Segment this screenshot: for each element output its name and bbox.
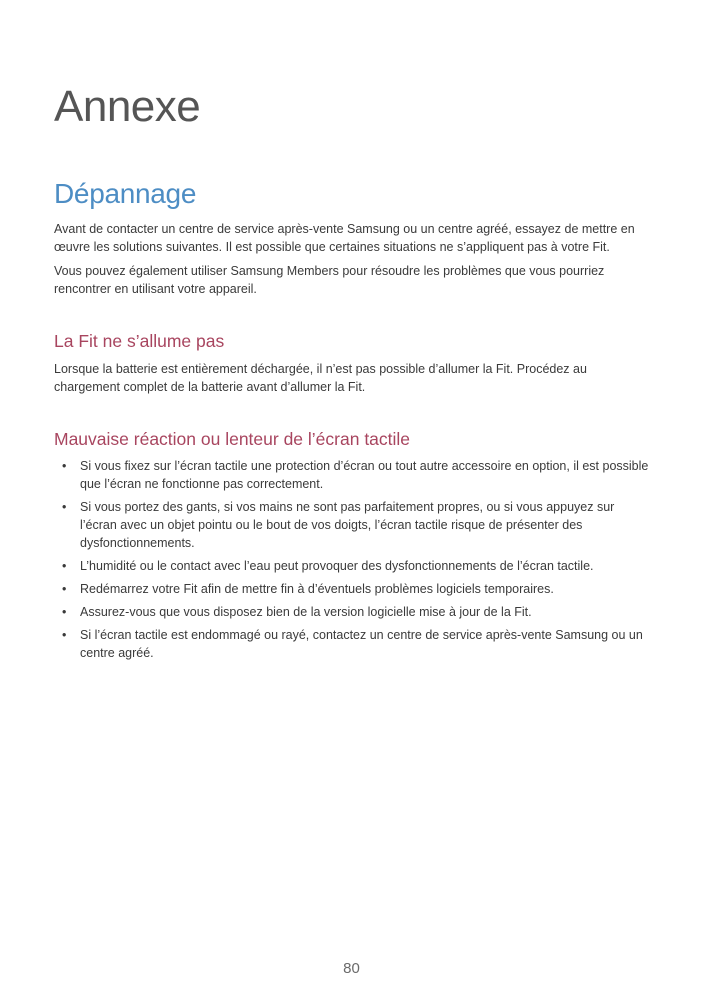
list-item bbox=[54, 580, 649, 598]
list-item bbox=[54, 498, 649, 552]
intro-paragraph: Avant de contacter un centre de service après-vente Samsung ou un centre agréé, essayez de mettre en œuvre les solutions suivantes. Il est possible que certaines situations ne s’appliquent pas à votre Fit. bbox=[54, 222, 635, 254]
bullet-icon: • bbox=[62, 605, 67, 619]
bullet-list bbox=[54, 457, 649, 662]
page-number: 80 bbox=[343, 960, 360, 977]
list-item-text: Redémarrez votre Fit afin de mettre fin à d’éventuels problèmes logiciels temporaires. bbox=[80, 582, 554, 596]
list-item-text: Si vous portez des gants, si vos mains ne sont pas parfaitement propres, ou si vous appuyez sur l’écran avec un objet pointu ou le bout de vos doigts, l’écran tactile risque de présenter des dysfonctionnements. bbox=[80, 500, 615, 550]
bullet-icon: • bbox=[62, 500, 67, 514]
list-item-text: Assurez-vous que vous disposez bien de la version logicielle mise à jour de la Fit. bbox=[80, 605, 532, 619]
subsection-power bbox=[54, 329, 644, 396]
subsection-touchscreen bbox=[54, 427, 649, 667]
list-item bbox=[54, 457, 649, 493]
section-intro bbox=[54, 220, 644, 298]
list-item bbox=[54, 603, 649, 621]
list-item bbox=[54, 626, 649, 662]
bullet-icon: • bbox=[62, 628, 67, 642]
section-title: Dépannage bbox=[54, 178, 197, 209]
manual-page bbox=[54, 0, 649, 994]
intro-paragraph: Vous pouvez également utiliser Samsung Members pour résoudre les problèmes que vous pourriez rencontrer en utilisant votre appareil. bbox=[54, 264, 605, 296]
list-item-text: Si vous fixez sur l’écran tactile une protection d’écran ou tout autre accessoire en option, il est possible que l’écran ne fonctionne pas correctement. bbox=[80, 459, 649, 491]
subsection-paragraph: Lorsque la batterie est entièrement déchargée, il n’est pas possible d’allumer la Fit. Procédez au chargement complet de la batterie avant d’allumer la Fit. bbox=[54, 362, 587, 394]
subsection-title: Mauvaise réaction ou lenteur de l’écran tactile bbox=[54, 429, 411, 449]
bullet-icon: • bbox=[62, 582, 67, 596]
bullet-icon: • bbox=[62, 559, 67, 573]
bullet-icon: • bbox=[62, 459, 67, 473]
list-item-text: L’humidité ou le contact avec l’eau peut provoquer des dysfonctionnements de l’écran tactile. bbox=[80, 559, 594, 573]
chapter-title: Annexe bbox=[54, 82, 201, 131]
subsection-title: La Fit ne s’allume pas bbox=[54, 331, 225, 351]
list-item bbox=[54, 557, 649, 575]
list-item-text: Si l’écran tactile est endommagé ou rayé, contactez un centre de service après-vente Samsung ou un centre agréé. bbox=[80, 628, 643, 660]
